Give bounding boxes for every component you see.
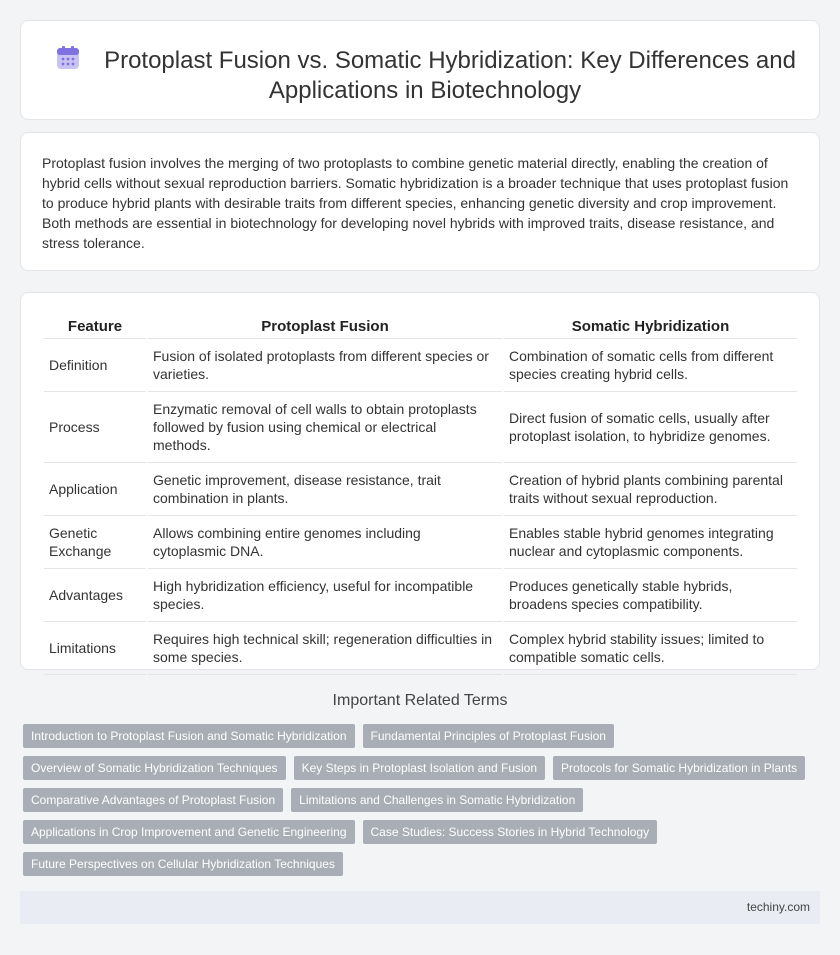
footer-brand[interactable]: techiny.com bbox=[746, 900, 810, 914]
related-term-tag[interactable]: Future Perspectives on Cellular Hybridization Techniques bbox=[23, 852, 343, 876]
footer bbox=[20, 891, 820, 924]
row-protoplast-fusion: Requires high technical skill; regeneration difficulties in some species. bbox=[148, 622, 502, 675]
row-protoplast-fusion: Genetic improvement, disease resistance, trait combination in plants. bbox=[148, 463, 502, 516]
related-terms-list bbox=[23, 724, 823, 884]
table-row bbox=[44, 463, 797, 516]
row-feature: Definition bbox=[44, 339, 146, 392]
related-term-tag[interactable]: Protocols for Somatic Hybridization in Plants bbox=[553, 756, 805, 780]
related-terms-heading: Important Related Terms bbox=[332, 692, 508, 709]
related-term-tag[interactable]: Key Steps in Protoplast Isolation and Fusion bbox=[294, 756, 545, 780]
row-feature: Process bbox=[44, 392, 146, 463]
row-protoplast-fusion: Enzymatic removal of cell walls to obtain protoplasts followed by fusion using chemical or electrical methods. bbox=[148, 392, 502, 463]
header-somatic-hybridization: Somatic Hybridization bbox=[504, 313, 797, 339]
table-row bbox=[44, 516, 797, 569]
related-term-tag[interactable]: Comparative Advantages of Protoplast Fusion bbox=[23, 788, 283, 812]
row-somatic-hybridization: Produces genetically stable hybrids, broadens species compatibility. bbox=[504, 569, 797, 622]
calendar-icon bbox=[54, 44, 82, 72]
comparison-table bbox=[42, 313, 799, 675]
intro-card bbox=[20, 132, 820, 271]
table-row bbox=[44, 339, 797, 392]
row-somatic-hybridization: Complex hybrid stability issues; limited to compatible somatic cells. bbox=[504, 622, 797, 675]
related-term-tag[interactable]: Applications in Crop Improvement and Genetic Engineering bbox=[23, 820, 355, 844]
row-protoplast-fusion: Fusion of isolated protoplasts from different species or varieties. bbox=[148, 339, 502, 392]
related-term-tag[interactable]: Introduction to Protoplast Fusion and Somatic Hybridization bbox=[23, 724, 355, 748]
page-title-wrap bbox=[51, 44, 799, 106]
header-protoplast-fusion: Protoplast Fusion bbox=[148, 313, 502, 339]
row-feature: Application bbox=[44, 463, 146, 516]
row-somatic-hybridization: Combination of somatic cells from different species creating hybrid cells. bbox=[504, 339, 797, 392]
row-feature: Limitations bbox=[44, 622, 146, 675]
row-feature: Genetic Exchange bbox=[44, 516, 146, 569]
table-row bbox=[44, 622, 797, 675]
related-term-tag[interactable]: Case Studies: Success Stories in Hybrid Technology bbox=[363, 820, 658, 844]
row-somatic-hybridization: Creation of hybrid plants combining parental traits without sexual reproduction. bbox=[504, 463, 797, 516]
page-title: Protoplast Fusion vs. Somatic Hybridization: Key Differences and Applications in Biotechnology bbox=[104, 47, 796, 104]
comparison-card bbox=[20, 292, 820, 670]
related-term-tag[interactable]: Overview of Somatic Hybridization Techniques bbox=[23, 756, 286, 780]
row-protoplast-fusion: High hybridization efficiency, useful for incompatible species. bbox=[148, 569, 502, 622]
table-row bbox=[44, 569, 797, 622]
header-feature: Feature bbox=[44, 313, 146, 339]
row-feature: Advantages bbox=[44, 569, 146, 622]
related-term-tag[interactable]: Limitations and Challenges in Somatic Hybridization bbox=[291, 788, 583, 812]
intro-paragraph: Protoplast fusion involves the merging of two protoplasts to combine genetic material directly, enabling the creation of hybrid cells without sexual reproduction barriers. Somatic hybridization is a broader technique that uses protoplast fusion to produce hybrid plants with desirable traits from different species, enhancing genetic diversity and crop improvement. Both methods are essential in biotechnology for developing novel hybrids with improved traits, disease resistance, and stress tolerance. bbox=[42, 155, 789, 251]
row-protoplast-fusion: Allows combining entire genomes including cytoplasmic DNA. bbox=[148, 516, 502, 569]
table-row bbox=[44, 392, 797, 463]
header-card bbox=[20, 20, 820, 120]
row-somatic-hybridization: Enables stable hybrid genomes integrating nuclear and cytoplasmic components. bbox=[504, 516, 797, 569]
row-somatic-hybridization: Direct fusion of somatic cells, usually after protoplast isolation, to hybridize genomes. bbox=[504, 392, 797, 463]
related-term-tag[interactable]: Fundamental Principles of Protoplast Fusion bbox=[363, 724, 614, 748]
table-header-row bbox=[44, 313, 797, 339]
